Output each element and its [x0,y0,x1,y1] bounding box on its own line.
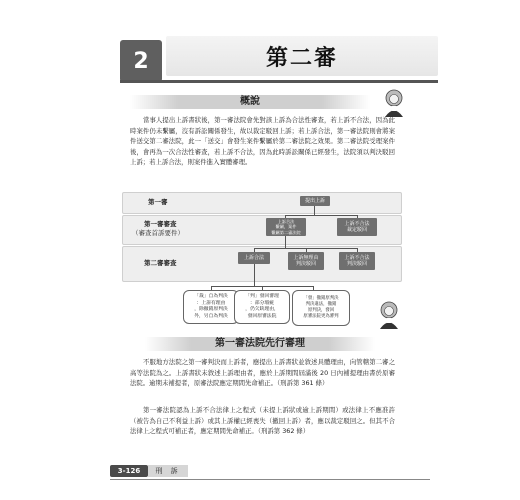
connector [285,236,286,248]
band-first-review-label: 第一審審查 [144,220,177,228]
overview-paragraph: 當事人提出上訴書狀後，第一審法院會先對該上訴為合法性審查，若上訴不合法，因為此時案件仍未繫屬，沒有訴訟關係發生，故以裁定駁回上訴；若上訴合法，第一審法院則會將案件送交第二審法院，此一「送交」會發生案件繫屬於第二審法院之效果。第二審法院受理案件後，會再為一次合法性審查，若上訴不合法，因為此時訴訟關係已經發生，法院須以判決駁回上訴；若上訴合法，則案件進入實體審理。 [130,116,395,166]
footer-subject: 刑 訴 [148,465,188,477]
chapter-title: 第二審 [265,45,338,71]
page-number: 3-126 [110,465,148,477]
chapter-rule [120,80,438,83]
band-first-instance-label: 第一審 [148,198,168,206]
footer-rule [110,479,430,480]
judge-icon [380,88,408,118]
section2-heading: 第一審法院先行審理 [215,338,305,349]
flow-box-illegal-first: 上訴不合法 裁定駁回 [337,218,377,236]
flow-box-groundless: 上訴無理由 判決駁回 [288,252,324,270]
flow-box-illegal-second: 上訴不合法 判決駁回 [339,252,375,270]
flow-box-legal-first: 上訴合法 繫屬，案件 繫屬第二審法院 [266,218,306,236]
connector [254,264,255,286]
outcome-remand: 「判」發回審理 ：部分瑕疵 ，仍欠缺理由， 發回原審法院 [234,290,290,324]
band-first-review-sublabel: （審查首訴要件） [132,229,184,237]
connector [285,215,357,216]
band-second-review-label: 第二審審查 [144,259,177,267]
outcome-self-judgment: 「裁」自為判決 ：上訴有理由 ，除撤銷原判決 外，另自為判決 [183,290,239,324]
judge-icon [375,300,403,330]
flow-box-legal-second: 上訴合法 [238,252,270,264]
flow-box-appeal: 提出上訴 [300,196,330,206]
section2-paragraph-1: 不服地方法院之第一審判決而上訴者，應提出上訴書狀並敘述具體理由，向管轄第二審之高等法院為之。上訴書狀未敘述上訴理由者，應於上訴期間屆滿後 20 日內補提理由書於原審法院。逾期未補提者，原審法院應定期間先命補正。（刑訴第 361 條） [130,358,395,387]
chapter-number-badge: 2 [120,40,162,82]
overview-heading: 概說 [240,96,260,107]
outcome-revoke: 「發」撤銷原判決 判決違法，撤銷 原判決，發回 原審法院更為審判 [292,290,350,326]
overview-heading-bar [130,95,370,109]
section2-heading-bar [145,337,375,351]
section2-paragraph-2: 第一審法院認為上訴不合法律上之程式（未提上訴狀或逾上訴期間）或法律上不應准許（被告為自己不利益上訴）或其上訴權已經喪失（撤回上訴）者，應以裁定駁回之。但其不合法律上之程式可補正者，應定期間先命補正。（刑訴第 362 條） [130,406,395,435]
